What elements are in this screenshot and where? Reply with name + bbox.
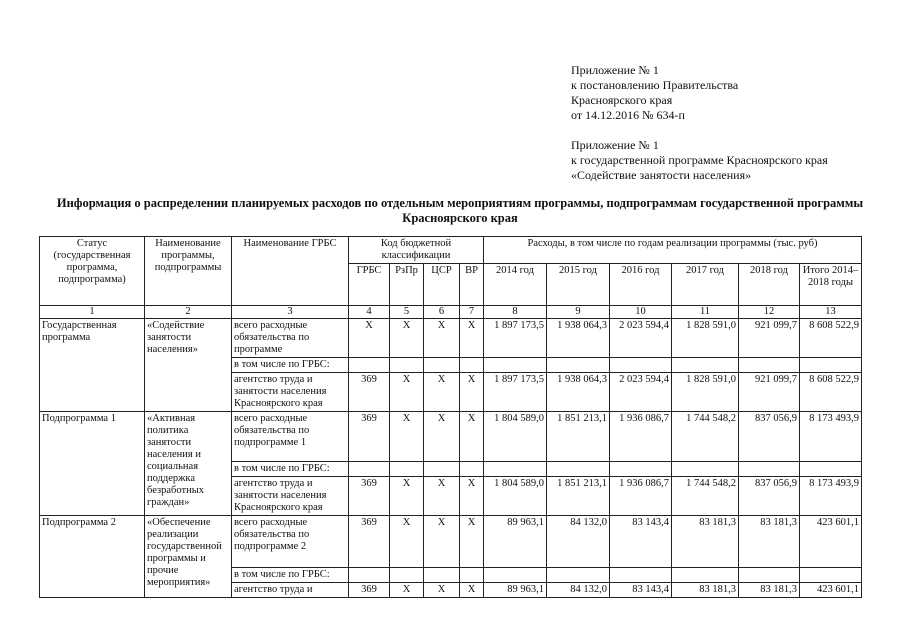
header-2014: 2014 год	[484, 264, 547, 306]
row-program-name: «Содействие занятости населения»	[145, 319, 232, 412]
row-total-code: Х	[460, 412, 484, 462]
row-total-code: Х	[460, 319, 484, 358]
table-row	[40, 516, 862, 568]
row-agency-label: агентство труда и	[232, 583, 349, 598]
row-empty-cell	[739, 462, 800, 477]
row-empty-cell	[610, 462, 672, 477]
row-total-value: 1 936 086,7	[610, 412, 672, 462]
row-total-label: всего расходные обязательства по подпрограмме 2	[232, 516, 349, 568]
header-program-name: Наименование программы, подпрограммы	[145, 237, 232, 306]
row-agency-value: 83 181,3	[672, 583, 739, 598]
row-empty-cell	[547, 462, 610, 477]
row-agency-value: 8 173 493,9	[800, 477, 862, 516]
row-total-value: 1 744 548,2	[672, 412, 739, 462]
row-empty-cell	[547, 358, 610, 373]
appendix1-line: от 14.12.2016 № 634-п	[571, 108, 685, 122]
row-total-code: Х	[390, 412, 424, 462]
row-status: Подпрограмма 1	[40, 412, 145, 516]
row-empty-cell	[672, 462, 739, 477]
row-program-name: «Обеспечение реализации государственной программы и прочие мероприятия»	[145, 516, 232, 598]
row-incl-label: в том числе по ГРБС:	[232, 568, 349, 583]
header-total: Итого 2014–2018 годы	[800, 264, 862, 306]
column-numbers-row	[40, 306, 862, 319]
row-agency-value: 1 804 589,0	[484, 477, 547, 516]
row-agency-value: 1 744 548,2	[672, 477, 739, 516]
row-agency-code: 369	[349, 583, 390, 598]
row-empty-cell	[800, 462, 862, 477]
row-agency-value: 423 601,1	[800, 583, 862, 598]
row-total-code: Х	[460, 516, 484, 568]
row-total-code: Х	[390, 319, 424, 358]
row-total-value: 83 181,3	[739, 516, 800, 568]
header-grbs: ГРБС	[349, 264, 390, 306]
row-status: Государственная программа	[40, 319, 145, 412]
header-vr: ВР	[460, 264, 484, 306]
row-empty-cell	[460, 358, 484, 373]
column-number: 2	[145, 306, 232, 319]
row-total-code: Х	[390, 516, 424, 568]
row-empty-cell	[800, 358, 862, 373]
row-empty-cell	[424, 568, 460, 583]
row-agency-code: 369	[349, 477, 390, 516]
header-grbs-name: Наименование ГРБС	[232, 237, 349, 306]
row-agency-code: Х	[460, 477, 484, 516]
row-empty-cell	[349, 462, 390, 477]
column-number: 1	[40, 306, 145, 319]
row-total-value: 921 099,7	[739, 319, 800, 358]
row-empty-cell	[672, 568, 739, 583]
row-total-value: 8 173 493,9	[800, 412, 862, 462]
column-number: 5	[390, 306, 424, 319]
row-empty-cell	[610, 358, 672, 373]
row-total-code: Х	[349, 319, 390, 358]
row-status: Подпрограмма 2	[40, 516, 145, 598]
column-number: 13	[800, 306, 862, 319]
appendix-header	[571, 63, 828, 183]
row-total-code: Х	[424, 319, 460, 358]
column-number: 7	[460, 306, 484, 319]
row-total-value: 8 608 522,9	[800, 319, 862, 358]
header-rzpr: РзПр	[390, 264, 424, 306]
row-agency-value: 89 963,1	[484, 583, 547, 598]
row-empty-cell	[460, 568, 484, 583]
column-number: 11	[672, 306, 739, 319]
row-agency-code: Х	[424, 583, 460, 598]
row-empty-cell	[484, 568, 547, 583]
appendix1-line: Красноярского края	[571, 93, 673, 107]
row-agency-code: Х	[424, 373, 460, 412]
row-total-value: 837 056,9	[739, 412, 800, 462]
row-agency-value: 1 897 173,5	[484, 373, 547, 412]
row-empty-cell	[349, 568, 390, 583]
row-empty-cell	[547, 568, 610, 583]
row-total-label: всего расходные обязательства по подпрограмме 1	[232, 412, 349, 462]
row-empty-cell	[672, 358, 739, 373]
row-total-value: 1 828 591,0	[672, 319, 739, 358]
appendix2-line: к государственной программе Красноярского края	[571, 153, 828, 167]
row-empty-cell	[484, 358, 547, 373]
row-agency-code: 369	[349, 373, 390, 412]
column-number: 10	[610, 306, 672, 319]
row-agency-value: 84 132,0	[547, 583, 610, 598]
header-2017: 2017 год	[672, 264, 739, 306]
expenses-table	[39, 236, 862, 598]
row-total-value: 1 897 173,5	[484, 319, 547, 358]
header-expenses: Расходы, в том числе по годам реализации программы (тыс. руб)	[484, 237, 862, 264]
row-total-value: 83 143,4	[610, 516, 672, 568]
row-total-label: всего расходные обязательства по программе	[232, 319, 349, 358]
row-agency-value: 837 056,9	[739, 477, 800, 516]
row-total-code: 369	[349, 516, 390, 568]
row-empty-cell	[390, 568, 424, 583]
column-number: 4	[349, 306, 390, 319]
appendix2-line: «Содействие занятости населения»	[571, 168, 752, 182]
row-total-value: 89 963,1	[484, 516, 547, 568]
header-status: Статус (государственная программа, подпрограмма)	[40, 237, 145, 306]
row-empty-cell	[610, 568, 672, 583]
row-empty-cell	[739, 568, 800, 583]
row-empty-cell	[390, 462, 424, 477]
table-body	[40, 319, 862, 598]
row-total-value: 1 804 589,0	[484, 412, 547, 462]
row-total-value: 2 023 594,4	[610, 319, 672, 358]
row-agency-code: Х	[390, 477, 424, 516]
row-agency-label: агентство труда и занятости населения Красноярского края	[232, 373, 349, 412]
row-total-value: 84 132,0	[547, 516, 610, 568]
row-agency-code: Х	[390, 373, 424, 412]
row-total-code: Х	[424, 516, 460, 568]
row-agency-code: Х	[424, 477, 460, 516]
row-agency-code: Х	[460, 583, 484, 598]
column-number: 6	[424, 306, 460, 319]
row-agency-value: 8 608 522,9	[800, 373, 862, 412]
row-empty-cell	[800, 568, 862, 583]
row-empty-cell	[424, 462, 460, 477]
row-total-value: 423 601,1	[800, 516, 862, 568]
table-row	[40, 412, 862, 462]
table-row	[40, 319, 862, 358]
document-title: Информация о распределении планируемых расходов по отдельным мероприятиям программы, подпрограммам государственной программы Красноярского края	[56, 196, 864, 225]
header-2018: 2018 год	[739, 264, 800, 306]
row-total-value: 1 851 213,1	[547, 412, 610, 462]
row-total-value: 83 181,3	[672, 516, 739, 568]
row-incl-label: в том числе по ГРБС:	[232, 358, 349, 373]
row-total-code: 369	[349, 412, 390, 462]
row-agency-code: Х	[390, 583, 424, 598]
column-number: 3	[232, 306, 349, 319]
row-empty-cell	[424, 358, 460, 373]
appendix2-line: Приложение № 1	[571, 138, 659, 152]
column-number: 9	[547, 306, 610, 319]
row-agency-code: Х	[460, 373, 484, 412]
row-incl-label: в том числе по ГРБС:	[232, 462, 349, 477]
column-number: 8	[484, 306, 547, 319]
row-agency-value: 1 938 064,3	[547, 373, 610, 412]
row-agency-value: 1 828 591,0	[672, 373, 739, 412]
row-empty-cell	[349, 358, 390, 373]
header-2016: 2016 год	[610, 264, 672, 306]
header-budget-code: Код бюджетной классификации	[349, 237, 484, 264]
row-empty-cell	[460, 462, 484, 477]
row-empty-cell	[739, 358, 800, 373]
column-number: 12	[739, 306, 800, 319]
row-agency-value: 83 143,4	[610, 583, 672, 598]
appendix1-line: Приложение № 1	[571, 63, 659, 77]
header-csr: ЦСР	[424, 264, 460, 306]
row-agency-value: 1 936 086,7	[610, 477, 672, 516]
row-agency-value: 1 851 213,1	[547, 477, 610, 516]
row-total-code: Х	[424, 412, 460, 462]
appendix1-line: к постановлению Правительства	[571, 78, 739, 92]
row-program-name: «Активная политика занятости населения и социальная поддержка безработных граждан»	[145, 412, 232, 516]
row-agency-label: агентство труда и занятости населения Красноярского края	[232, 477, 349, 516]
row-total-value: 1 938 064,3	[547, 319, 610, 358]
row-agency-value: 2 023 594,4	[610, 373, 672, 412]
header-2015: 2015 год	[547, 264, 610, 306]
row-empty-cell	[390, 358, 424, 373]
row-agency-value: 921 099,7	[739, 373, 800, 412]
row-empty-cell	[484, 462, 547, 477]
row-agency-value: 83 181,3	[739, 583, 800, 598]
